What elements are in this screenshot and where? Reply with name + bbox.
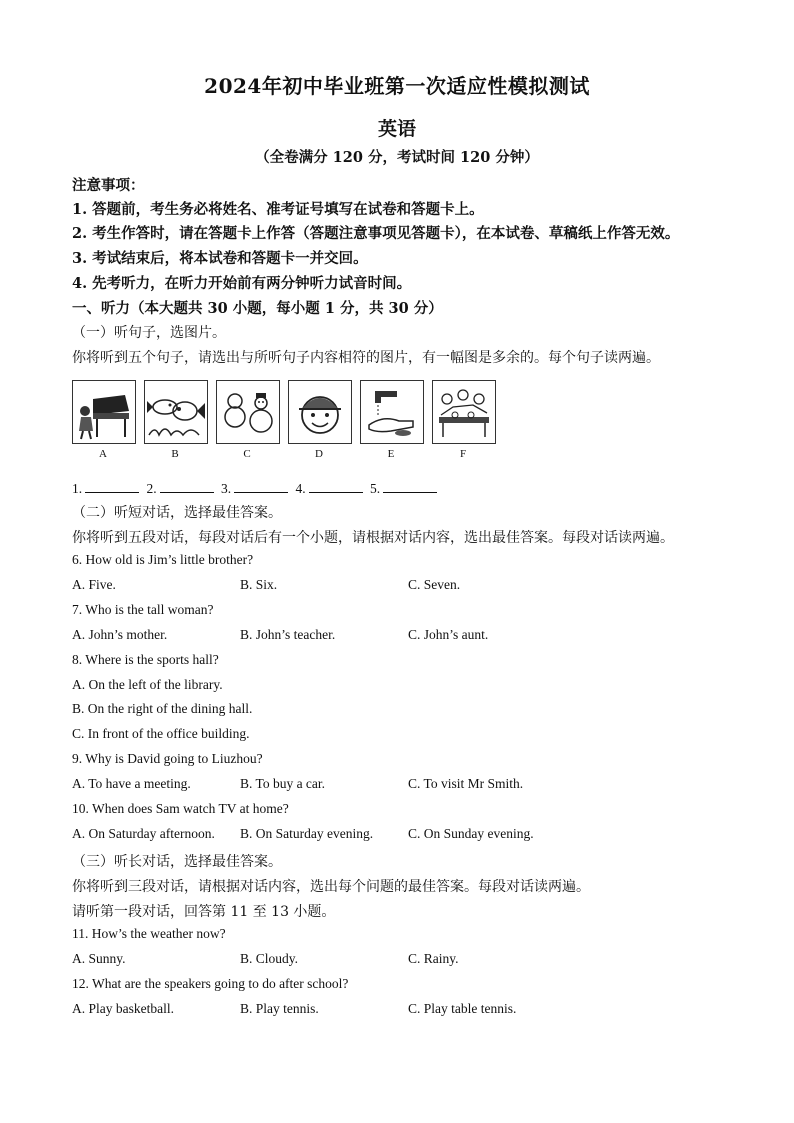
part2-instruction: 你将听到五段对话，每段对话后有一个小题，请根据对话内容，选出最佳答案。每段对话读两遍。 bbox=[72, 530, 674, 546]
blank-number-1: 1. bbox=[72, 481, 83, 496]
subject-title: 英语 bbox=[377, 118, 416, 140]
picture-e-washing-hands bbox=[360, 380, 424, 444]
picture-label-f: F bbox=[459, 448, 467, 460]
picture-row bbox=[72, 380, 502, 462]
q8-option-b[interactable]: B. On the right of the dining hall. bbox=[72, 701, 253, 716]
question-7: 7. Who is the tall woman? bbox=[72, 602, 214, 617]
question-10: 10. When does Sam watch TV at home? bbox=[72, 801, 289, 816]
q7-option-c[interactable]: C. John’s aunt. bbox=[408, 627, 489, 642]
answer-blanks bbox=[72, 479, 441, 497]
question-11: 11. How’s the weather now? bbox=[72, 926, 226, 941]
part3-heading: （三）听长对话，选择最佳答案。 bbox=[72, 854, 282, 870]
q10-option-c[interactable]: C. On Sunday evening. bbox=[408, 826, 534, 841]
q7-option-b[interactable]: B. John’s teacher. bbox=[240, 627, 336, 642]
question-6: 6. How old is Jim’s little brother? bbox=[72, 552, 254, 567]
note-item-2: 2. 考生作答时，请在答题卡上作答（答题注意事项见答题卡），在本试卷、草稿纸上作答无效。 bbox=[72, 225, 680, 242]
q10-option-a[interactable]: A. On Saturday afternoon. bbox=[72, 826, 215, 841]
part1-instruction: 你将听到五个句子，请选出与所听句子内容相符的图片，有一幅图是多余的。每个句子读两遍。 bbox=[72, 350, 660, 366]
snowman-icon bbox=[217, 381, 279, 443]
q8-option-a[interactable]: A. On the left of the library. bbox=[72, 677, 223, 692]
answer-blank-2[interactable] bbox=[160, 479, 214, 493]
fish-icon bbox=[145, 381, 207, 443]
q9-option-b[interactable]: B. To buy a car. bbox=[240, 776, 326, 791]
exam-title: 2024年初中毕业班第一次适应性模拟测试 bbox=[204, 74, 590, 98]
part3-sub-instruction: 请听第一段对话，回答第 11 至 13 小题。 bbox=[72, 904, 336, 920]
q6-option-c[interactable]: C. Seven. bbox=[408, 577, 461, 592]
picture-d-boy-cap bbox=[288, 380, 352, 444]
notes-heading: 注意事项： bbox=[72, 177, 145, 194]
q12-option-b[interactable]: B. Play tennis. bbox=[240, 1001, 319, 1016]
q9-option-c[interactable]: C. To visit Mr Smith. bbox=[408, 776, 524, 791]
q11-option-b[interactable]: B. Cloudy. bbox=[240, 951, 299, 966]
q12-option-c[interactable]: C. Play table tennis. bbox=[408, 1001, 517, 1016]
q6-option-b[interactable]: B. Six. bbox=[240, 577, 278, 592]
boy-face-icon bbox=[289, 381, 351, 443]
part3-instruction: 你将听到三段对话，请根据对话内容，选出每个问题的最佳答案。每段对话读两遍。 bbox=[72, 879, 590, 895]
tap-icon bbox=[361, 381, 423, 443]
answer-blank-5[interactable] bbox=[383, 479, 437, 493]
q11-option-a[interactable]: A. Sunny. bbox=[72, 951, 126, 966]
note-item-3: 3. 考试结束后，将本试卷和答题卡一并交回。 bbox=[72, 250, 368, 267]
q8-option-c[interactable]: C. In front of the office building. bbox=[72, 726, 250, 741]
blank-number-2: 2. bbox=[146, 481, 157, 496]
question-9: 9. Why is David going to Liuzhou? bbox=[72, 751, 263, 766]
q9-option-a[interactable]: A. To have a meeting. bbox=[72, 776, 191, 791]
part1-heading: （一）听句子，选图片。 bbox=[72, 325, 226, 341]
section-heading-listening: 一、听力（本大题共 30 小题，每小题 1 分，共 30 分） bbox=[72, 300, 443, 317]
part2-heading: （二）听短对话，选择最佳答案。 bbox=[72, 505, 282, 521]
picture-label-d: D bbox=[315, 448, 323, 460]
piano-icon bbox=[73, 381, 135, 443]
q11-option-c[interactable]: C. Rainy. bbox=[408, 951, 459, 966]
picture-label-b: B bbox=[171, 448, 179, 460]
answer-blank-1[interactable] bbox=[85, 479, 139, 493]
picture-label-e: E bbox=[387, 448, 395, 460]
picture-f-family-meal bbox=[432, 380, 496, 444]
question-12: 12. What are the speakers going to do after school? bbox=[72, 976, 349, 991]
blank-number-4: 4. bbox=[295, 481, 306, 496]
blank-number-5: 5. bbox=[370, 481, 381, 496]
exam-meta: （全卷满分 120 分，考试时间 120 分钟） bbox=[255, 149, 539, 166]
q7-option-a[interactable]: A. John’s mother. bbox=[72, 627, 168, 642]
q10-option-b[interactable]: B. On Saturday evening. bbox=[240, 826, 374, 841]
note-item-1: 1. 答题前，考生务必将姓名、准考证号填写在试卷和答题卡上。 bbox=[72, 201, 484, 218]
picture-label-c: C bbox=[243, 448, 251, 460]
q6-option-a[interactable]: A. Five. bbox=[72, 577, 116, 592]
family-icon bbox=[433, 381, 495, 443]
picture-c-snowman bbox=[216, 380, 280, 444]
question-8: 8. Where is the sports hall? bbox=[72, 652, 219, 667]
answer-blank-4[interactable] bbox=[309, 479, 363, 493]
picture-b-fish bbox=[144, 380, 208, 444]
note-item-4: 4. 先考听力，在听力开始前有两分钟听力试音时间。 bbox=[72, 275, 412, 292]
q12-option-a[interactable]: A. Play basketball. bbox=[72, 1001, 174, 1016]
picture-a-piano bbox=[72, 380, 136, 444]
answer-blank-3[interactable] bbox=[234, 479, 288, 493]
blank-number-3: 3. bbox=[221, 481, 232, 496]
picture-label-a: A bbox=[99, 448, 107, 460]
